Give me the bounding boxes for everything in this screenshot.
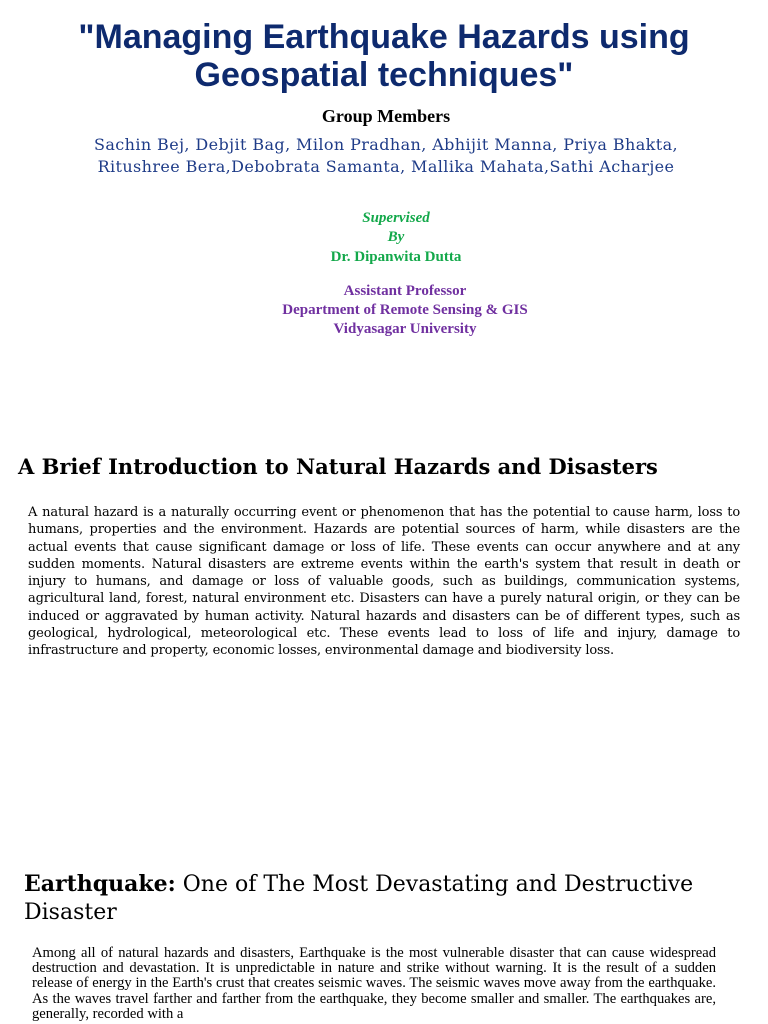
department-name: Department of Remote Sensing & GIS xyxy=(282,302,528,318)
supervisor-name: Dr. Dipanwita Dutta xyxy=(330,249,462,265)
members-line-1: Sachin Bej, Debjit Bag, Milon Pradhan, Abhijit Manna, Priya Bhakta, xyxy=(93,135,679,154)
members-line-2: Ritushree Bera,Debobrata Samanta, Mallika Mahata,Sathi Acharjee xyxy=(97,157,675,176)
supervised-label: Supervised xyxy=(362,210,430,226)
earthquake-paragraph: Among all of natural hazards and disasters, Earthquake is the most vulnerable disaster that can cause widespread destruction and devastation. It is unpredictable in nature and strike without warning. It is the result of a sudden release of energy in the Earth's crust that creates seismic waves. The seismic waves move away from the earthquake. As the waves travel farther and farther from the earthquake, they become smaller and smaller. The earthquakes are, generally, recorded with a xyxy=(32,945,716,1022)
earthquake-heading-rest: One of The Most Devastating and Destructive Disaster xyxy=(24,872,694,925)
supervisor-position: Assistant Professor xyxy=(343,283,467,299)
university-name: Vidyasagar University xyxy=(333,321,477,337)
document-title: "Managing Earthquake Hazards using Geospatial techniques" xyxy=(78,18,690,94)
earthquake-heading-bold: Earthquake: xyxy=(24,871,176,897)
intro-heading: A Brief Introduction to Natural Hazards and Disasters xyxy=(18,454,658,479)
by-label: By xyxy=(387,229,405,245)
group-members-heading: Group Members xyxy=(321,106,451,126)
earthquake-heading xyxy=(24,870,724,927)
intro-paragraph: A natural hazard is a naturally occurring event or phenomenon that has the potential to cause harm, loss to humans, properties and the environment. Hazards are potential sources of harm, while disasters are the actual events that cause significant damage or loss of life. These events can occur anywhere and at any sudden moments. Natural disasters are extreme events within the earth's system that result in death or injury to humans, and damage or loss of valuable goods, such as buildings, communication systems, agricultural land, forest, natural environment etc. Disasters can have a purely natural origin, or they can be induced or aggravated by human activity. Natural hazards and disasters can be of different types, such as geological, hydrological, meteorological etc. These events lead to loss of life and injury, damage to infrastructure and property, economic losses, environmental damage and biodiversity loss. xyxy=(28,505,740,659)
group-members-list xyxy=(40,134,732,178)
